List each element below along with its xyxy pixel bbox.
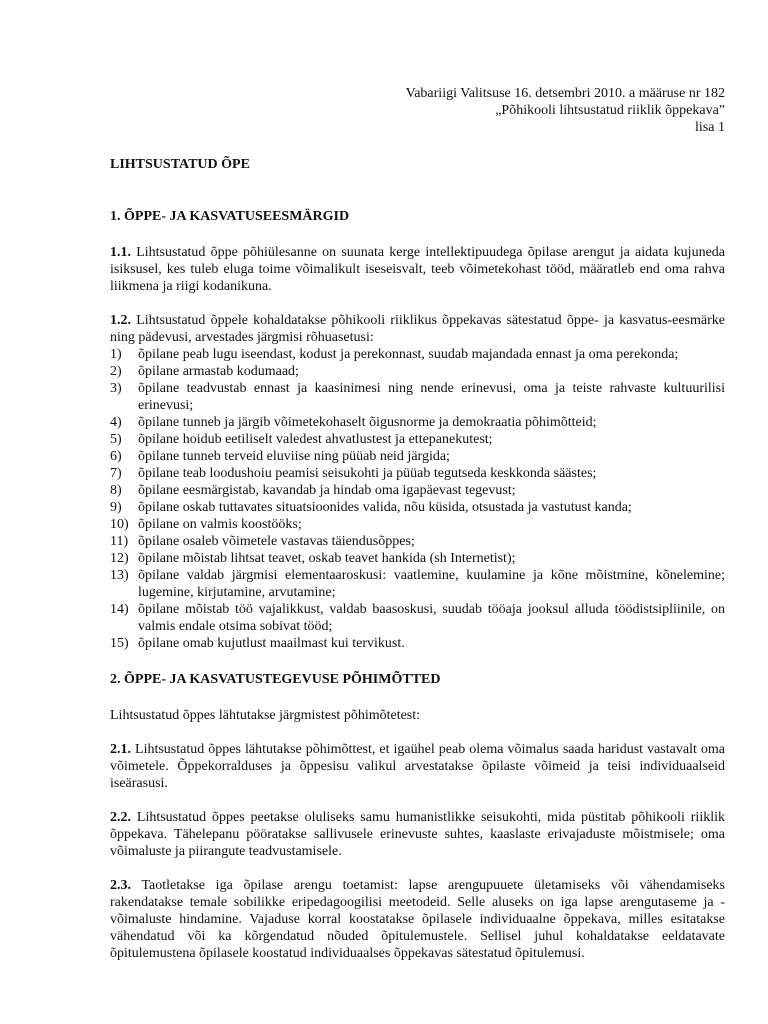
paragraph-2-2 <box>110 809 725 860</box>
paragraph-text: Lihtsustatud õppele kohaldatakse põhikooli riiklikus õppekavas sätestatud õppe- ja kasvatus-eesmärke ning pädevusi, arvestades järgmisi rõhuasetusi: <box>110 313 725 345</box>
list-item-number: 9) <box>110 500 122 515</box>
list-item-text: õpilane omab kujutlust maailmast kui tervikust. <box>138 636 405 651</box>
header-line-2: „Põhikooli lihtsustatud riiklik õppekava” <box>495 103 725 118</box>
section-2-intro: Lihtsustatud õppes lähtutakse järgmistest põhimõtetest: <box>110 708 421 723</box>
list-item <box>110 448 725 465</box>
list-item <box>110 516 725 533</box>
list-item <box>110 363 725 380</box>
list-item <box>110 431 725 448</box>
list-item-number: 15) <box>110 636 129 651</box>
list-item-text: õpilane tunneb terveid eluviise ning püüab neid järgida; <box>138 449 450 464</box>
list-item <box>110 465 725 482</box>
paragraph-text: Lihtsustatud õppes lähtutakse põhimõttest, et igaühel peab olema võimalus saada haridust vastavalt oma võimetele. Õppekorralduses ja õppesisu valikul arvestatakse õpilaste võimeid ja teisi individuaalseid iseärasusi. <box>110 742 725 791</box>
list-item <box>110 499 725 516</box>
list-item-number: 12) <box>110 551 129 566</box>
list-item-number: 1) <box>110 347 122 362</box>
list-item-text: õpilane valdab järgmisi elementaaroskusi: vaatlemine, kuulamine ja kõne mõistmine, kõnelemine; lugemine, kirjutamine, arvutamine; <box>138 568 725 600</box>
list-item-number: 2) <box>110 364 122 379</box>
paragraph-text: Taotletakse iga õpilase arengu toetamist: lapse arengupuuete ületamiseks või vähendamiseks rakendatakse temale sobilikke eripedagoogilisi meetodeid. Selle aluseks on iga lapse arengutaseme ja -võimaluste hindamine. Vajaduse korral koostatakse õpilasele individuaalne õppekava, milles esitatakse vähendatud või ka kõrgendatud nõuded õpitulemustele. Sellisel juhul kohaldatakse eeldatavate õpitulemustena õpilasele koostatud individuaalses õppekavas sätestatud õpitulemusi. <box>110 878 725 961</box>
list-item-text: õpilane mõistab lihtsat teavet, oskab teavet hankida (sh Internetist); <box>138 551 516 566</box>
list-item-number: 7) <box>110 466 122 481</box>
list-item-number: 6) <box>110 449 122 464</box>
list-item-number: 13) <box>110 568 129 583</box>
list-item <box>110 601 725 635</box>
list-item <box>110 635 725 652</box>
paragraph-number: 2.2. <box>110 810 131 825</box>
paragraph-number: 2.1. <box>110 742 131 757</box>
list-item-text: õpilane peab lugu iseendast, kodust ja perekonnast, suudab majandada ennast ja oma perekonda; <box>138 347 679 362</box>
list-item-number: 8) <box>110 483 122 498</box>
paragraph-2-1 <box>110 741 725 792</box>
document-header <box>110 85 725 136</box>
paragraph-1-1 <box>110 244 725 295</box>
document-title: LIHTSUSTATUD ÕPE <box>110 157 250 172</box>
list-item-text: õpilane on valmis koostööks; <box>138 517 302 532</box>
paragraph-number: 1.1. <box>110 245 131 260</box>
list-item-text: õpilane mõistab töö vajalikkust, valdab baasoskusi, suudab tööaja jooksul alluda töödistsipliinile, on valmis endale otsima sobivat tööd; <box>138 602 725 634</box>
paragraph-number: 1.2. <box>110 313 131 328</box>
section-2-heading: 2. ÕPPE- JA KASVATUSTEGEVUSE PÕHIMÕTTED <box>110 672 441 687</box>
goals-list <box>110 346 725 652</box>
header-line-1: Vabariigi Valitsuse 16. detsembri 2010. a määruse nr 182 <box>405 86 725 101</box>
list-item-text: õpilane teadvustab ennast ja kaasinimesi ning nende erinevusi, oma ja teiste rahvaste kultuurilisi erinevusi; <box>138 381 725 413</box>
paragraph-text: Lihtsustatud õppe põhiülesanne on suunata kerge intellektipuudega õpilase arengut ja aidata kujuneda isiksusel, kes tuleb eluga toime võimalikult iseseisvalt, teeb võimetekohast tööd, määratleb end oma rahva liikmena ja riigi kodanikuna. <box>110 245 725 294</box>
list-item-text: õpilane osaleb võimetele vastavas täiendusõppes; <box>138 534 415 549</box>
list-item-number: 10) <box>110 517 129 532</box>
list-item-number: 3) <box>110 381 122 396</box>
list-item-text: õpilane armastab kodumaad; <box>138 364 299 379</box>
list-item <box>110 567 725 601</box>
list-item-text: õpilane eesmärgistab, kavandab ja hindab oma igapäevast tegevust; <box>138 483 516 498</box>
list-item-text: õpilane teab loodushoiu peamisi seisukohti ja püüab tegutseda keskkonda säästes; <box>138 466 597 481</box>
list-item-number: 14) <box>110 602 129 617</box>
paragraph-number: 2.3. <box>110 878 131 893</box>
list-item-number: 5) <box>110 432 122 447</box>
list-item <box>110 346 725 363</box>
list-item-text: õpilane tunneb ja järgib võimetekohaselt õigusnorme ja demokraatia põhimõtteid; <box>138 415 597 430</box>
paragraph-2-3 <box>110 877 725 962</box>
paragraph-text: Lihtsustatud õppes peetakse oluliseks samu humanistlikke seisukohti, mida püstitab põhikooli riiklik õppekava. Tähelepanu pööratakse sallivusele erinevuste suhtes, kaaslaste erivajaduste mõistmisele; oma võimaluste ja piirangute teadvustamisele. <box>110 810 725 859</box>
list-item <box>110 550 725 567</box>
list-item-text: õpilane hoidub eetiliselt valedest ahvatlustest ja ettepanekutest; <box>138 432 493 447</box>
list-item <box>110 414 725 431</box>
list-item-text: õpilane oskab tuttavates situatsioonides valida, nõu küsida, otsustada ja vastutust kanda; <box>138 500 632 515</box>
list-item <box>110 380 725 414</box>
list-item <box>110 482 725 499</box>
list-item-number: 11) <box>110 534 129 549</box>
section-1-heading: 1. ÕPPE- JA KASVATUSEESMÄRGID <box>110 209 350 224</box>
header-line-3: lisa 1 <box>695 120 725 135</box>
list-item <box>110 533 725 550</box>
paragraph-1-2 <box>110 312 725 346</box>
list-item-number: 4) <box>110 415 122 430</box>
